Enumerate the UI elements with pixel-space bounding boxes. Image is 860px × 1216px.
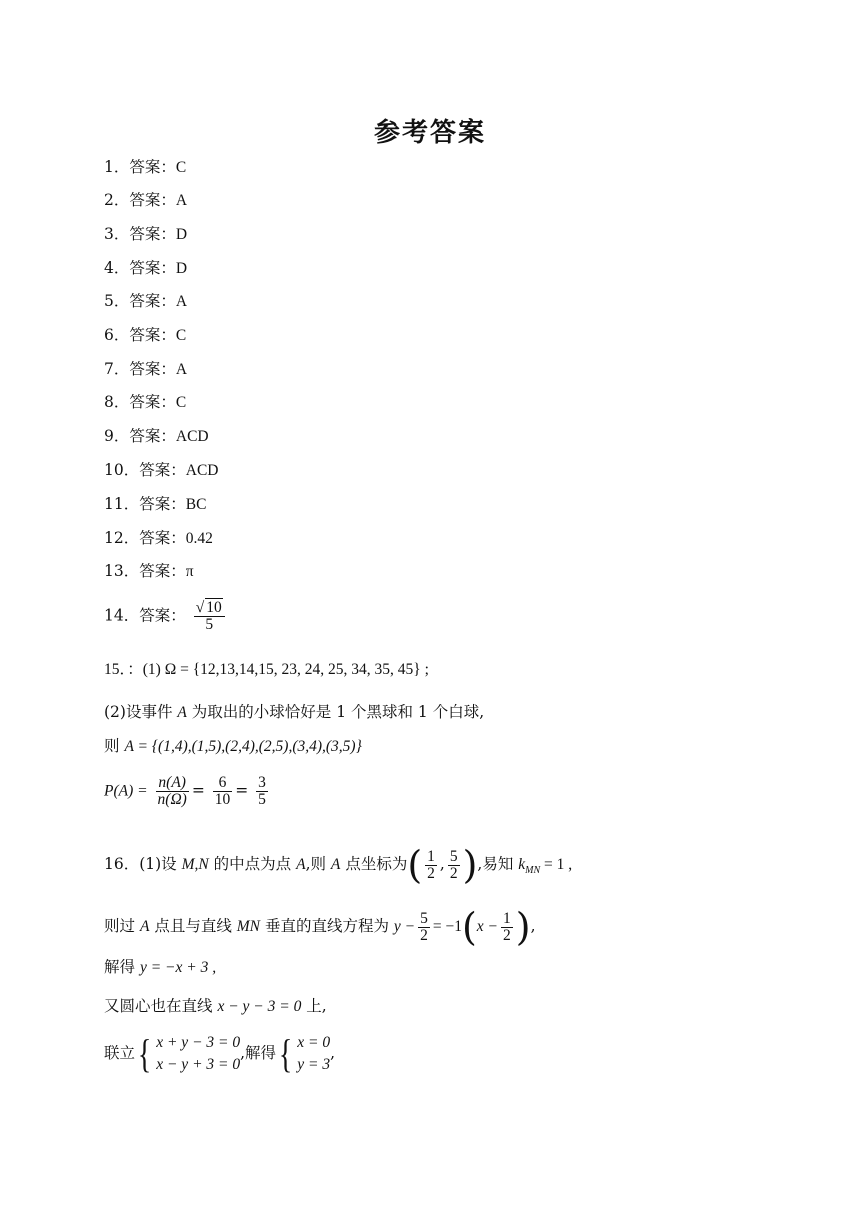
num: n(A) <box>158 774 186 791</box>
answer-number: 7． <box>104 360 130 378</box>
expr: y − <box>393 918 416 935</box>
answer-number: 1． <box>104 158 130 176</box>
num: 6 <box>218 774 227 791</box>
answer-label: 答案： <box>139 562 186 580</box>
q16-line5 <box>104 1032 335 1076</box>
subscript-MN: MN <box>525 865 541 877</box>
equation: x − y − 3 = 0 <box>217 998 302 1015</box>
answer-number: 4． <box>104 259 130 277</box>
den: 10 <box>214 791 231 808</box>
text: 解得 <box>104 958 140 976</box>
num: 5 <box>449 847 458 865</box>
answer-label: 答案： <box>129 326 176 344</box>
answer-label: 答案： <box>129 191 176 209</box>
text: 点坐标为 <box>340 855 408 873</box>
var-k: k <box>518 856 526 873</box>
answer-value: A <box>175 293 188 310</box>
answer-label: 答案： <box>129 427 176 445</box>
text: = 1 , <box>540 856 573 873</box>
q15-line2 <box>104 702 484 723</box>
den: n(Ω) <box>157 791 187 808</box>
den: 2 <box>420 926 428 944</box>
equation: x − y + 3 = 0 <box>156 1056 241 1073</box>
equation: y = 3 <box>297 1056 331 1073</box>
answer-number: 2． <box>104 191 130 209</box>
var-A: A <box>330 856 341 873</box>
var-A: A <box>139 918 150 935</box>
answer-14 <box>104 600 228 633</box>
expr: = −1 <box>432 918 462 935</box>
answer-value: ACD <box>175 428 209 445</box>
var-A: A <box>177 704 187 721</box>
answer-value: BC <box>185 496 207 513</box>
answer-13 <box>104 561 194 582</box>
answer-value: C <box>175 159 187 176</box>
text: 的中点为点 <box>208 855 297 873</box>
answer-number: 8． <box>104 393 130 411</box>
answer-number: 11． <box>104 495 140 513</box>
den: 2 <box>449 864 458 882</box>
text: ,解得 <box>240 1044 277 1062</box>
fraction-6-over-10 <box>213 775 233 808</box>
answer-8 <box>104 392 186 413</box>
answer-label: 答案： <box>129 225 176 243</box>
answer-label: 答案： <box>139 606 186 625</box>
radicand: 10 <box>206 599 222 616</box>
q15-line3 <box>104 736 362 757</box>
answer-5 <box>104 291 187 312</box>
text: 联立 <box>104 1044 136 1062</box>
var-MN: MN <box>236 918 261 935</box>
fraction-half <box>425 849 437 882</box>
answer-label: 答案： <box>139 461 186 479</box>
denominator: 5 <box>205 616 214 633</box>
answer-value: π <box>185 563 194 580</box>
answer-label: 答案： <box>129 360 176 378</box>
answer-label: 答案： <box>129 292 176 310</box>
q16-line4 <box>104 996 327 1017</box>
fraction-five-halves <box>418 911 430 944</box>
answer-12 <box>104 528 213 549</box>
fraction-sqrt10-over-5: $\frac{√ 10}{5}$ <box>194 600 225 633</box>
q15-line1: 15．：(1) Ω = {12,13,14,15, 23, 24, 25, 34, 35, 45} ; <box>104 661 429 678</box>
q15-probability: P(A) = $\frac{n(A)}{n(\Omega)}$ = $\frac{6}{10}$ = $\frac{3}{5}$ <box>104 774 266 808</box>
answer-number: 10． <box>104 461 140 479</box>
answer-number: 12． <box>104 529 140 547</box>
text: 点且与直线 <box>149 917 237 935</box>
answer-11 <box>104 494 206 515</box>
text: 为取出的小球恰好是 1 个黑球和 1 个白球, <box>186 703 485 721</box>
answer-1 <box>104 157 186 178</box>
equation-system: { x + y − 3 = 0 x − y + 3 = 0 <box>137 1031 241 1076</box>
text: , <box>530 917 536 935</box>
q16-line3 <box>104 957 216 978</box>
answer-value: D <box>175 226 188 243</box>
text: 又圆心也在直线 <box>104 997 218 1015</box>
set-A: A = {(1,4),(1,5),(2,4),(2,5),(3,4),(3,5)} <box>124 738 362 755</box>
den: 2 <box>503 926 511 944</box>
fraction-nA-over-nOmega <box>156 775 189 808</box>
answer-label: 答案： <box>139 529 186 547</box>
answer-value: A <box>175 192 188 209</box>
text: 上, <box>301 997 327 1015</box>
den: 5 <box>258 791 266 808</box>
answer-value: ACD <box>185 462 219 479</box>
text: ,则 <box>305 855 331 873</box>
q16-line1: 16．(1)设 M,N 的中点为点 A,则 A 点坐标为( $\frac{1}{2}$ , $\frac{5}{2}$ ),易知 $k_{MN} = 1$ , <box>104 843 573 887</box>
equation: y = −x + 3 , <box>139 959 217 976</box>
num: 3 <box>258 774 266 791</box>
text: 垂直的直线方程为 <box>260 917 394 935</box>
answer-label: 答案： <box>129 393 176 411</box>
answer-number: 6． <box>104 326 130 344</box>
answer-number: 5． <box>104 292 130 310</box>
page-title: 参考答案 <box>373 118 486 148</box>
answer-value: C <box>175 394 187 411</box>
answer-4 <box>104 258 187 279</box>
equation: x = 0 <box>297 1034 331 1051</box>
answer-6 <box>104 325 186 346</box>
answer-number: 9． <box>104 427 130 445</box>
answer-value: 0.42 <box>185 530 213 547</box>
num: 1 <box>503 909 511 927</box>
var-MN: M,N <box>181 856 209 873</box>
p-lhs: P(A) = <box>104 782 148 800</box>
answer-number: 13． <box>104 562 140 580</box>
var-A: A <box>296 856 306 873</box>
answer-value: D <box>175 260 188 277</box>
answer-value: C <box>175 327 187 344</box>
text: 则过 <box>104 917 140 935</box>
fraction-3-over-5 <box>256 775 268 808</box>
answer-value: A <box>175 361 188 378</box>
answer-number: 3． <box>104 225 130 243</box>
num: 1 <box>427 847 435 865</box>
answer-label: 答案： <box>129 259 176 277</box>
text: , <box>330 1044 336 1062</box>
equation: x + y − 3 = 0 <box>156 1034 241 1051</box>
den: 2 <box>427 864 435 882</box>
answer-9 <box>104 426 209 447</box>
answer-label: 答案： <box>129 158 176 176</box>
text: 16．(1)设 <box>104 855 182 873</box>
answer-7 <box>104 359 187 380</box>
fraction-half <box>501 911 513 944</box>
answer-number: 14． <box>104 606 140 625</box>
answer-label: 答案： <box>139 495 186 513</box>
text: ,易知 <box>477 855 519 873</box>
expr: x − <box>476 918 498 935</box>
text: (2)设事件 <box>104 703 178 721</box>
num: 5 <box>420 909 428 927</box>
answer-3 <box>104 224 187 245</box>
solution-system: { x = 0 y = 3 <box>278 1031 331 1076</box>
q16-line2: 则过 A 点且与直线 MN 垂直的直线方程为 y − $\frac{5}{2}$ = −1(x − $\frac{1}{2}$ ), <box>104 905 536 949</box>
answer-10 <box>104 460 218 481</box>
fraction-five-halves <box>448 849 460 882</box>
answer-2 <box>104 190 187 211</box>
text: 则 <box>104 737 125 755</box>
